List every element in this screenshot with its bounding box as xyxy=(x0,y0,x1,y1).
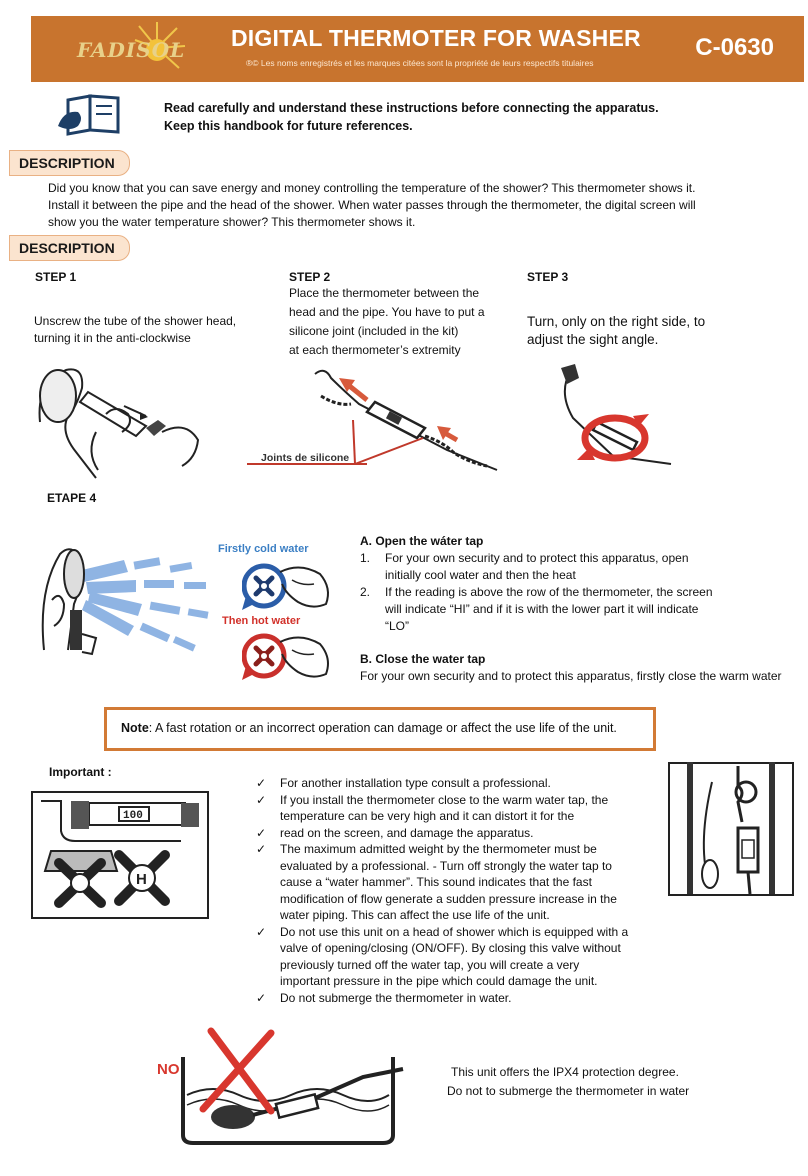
description-heading: DESCRIPTION xyxy=(9,150,130,176)
step-2-illustration xyxy=(247,366,505,478)
note-box xyxy=(104,707,656,751)
open-item-2-line-1: If the reading is above the row of the thermometer, the screen xyxy=(385,585,713,599)
cold-water-label: Firstly cold water xyxy=(218,543,309,555)
note-text xyxy=(121,721,617,735)
important-line-11 xyxy=(256,940,656,957)
cold-tap-illustration xyxy=(242,560,334,612)
important-line-4 xyxy=(256,825,656,842)
important-text-12: previously turned off the water tap, you will create a very xyxy=(280,957,580,972)
footer-line-1: This unit offers the IPX4 protection degree. xyxy=(451,1065,679,1079)
important-text-11: valve of opening/closing (ON/OFF). By closing this valve without xyxy=(280,941,621,955)
check-icon: ✓ xyxy=(256,990,267,1005)
important-line-10 xyxy=(256,924,656,941)
important-line-12 xyxy=(256,957,656,974)
step-3-text xyxy=(527,313,705,349)
important-line-9 xyxy=(256,907,656,924)
description-line-2: Install it between the pipe and the head of the shower. When water passes through the thermometer, the digital screen will xyxy=(48,198,696,212)
hot-tap-illustration xyxy=(242,630,334,682)
note-body: : A fast rotation or an incorrect operation can damage or affect the use life of the unit. xyxy=(148,721,617,735)
hot-water-label: Then hot water xyxy=(222,615,301,627)
important-line-7 xyxy=(256,874,656,891)
intro-text xyxy=(164,99,659,135)
description-line-3: show you the water temperature shower? This thermometer shows it. xyxy=(48,215,416,229)
step-3-illustration xyxy=(553,364,673,468)
important-line-13 xyxy=(256,973,656,990)
important-text-4: read on the screen, and damage the apparatus. xyxy=(280,825,534,840)
book-reading-icon xyxy=(54,92,128,136)
open-item-1 xyxy=(360,550,806,584)
tap-thermometer-illustration xyxy=(31,791,209,919)
important-line-3 xyxy=(256,808,656,825)
important-line-6 xyxy=(256,858,656,875)
important-text-9: water piping. This can affect the use life of the unit. xyxy=(280,908,550,922)
check-icon: ✓ xyxy=(256,924,267,939)
note-label: Note xyxy=(121,721,149,735)
no-submerge-illustration xyxy=(143,1025,411,1146)
step-1-line-1: Unscrew the tube of the shower head, xyxy=(34,314,237,328)
important-text-7: cause a “water hammer”. This sound indicates that the fast xyxy=(280,875,592,889)
step-1-line-2: turning it in the anti-clockwise xyxy=(34,331,191,345)
important-line-1 xyxy=(256,775,656,792)
important-text-8: modification of flow generate a sudden pressure increase in the xyxy=(280,891,617,906)
important-text-14: Do not submerge the thermometer in water. xyxy=(280,990,512,1005)
important-title: Important : xyxy=(49,765,112,779)
open-item-1-num: 1. xyxy=(360,551,371,565)
no-label: NO xyxy=(157,1061,180,1078)
open-item-2 xyxy=(360,584,806,635)
step-1-text xyxy=(34,313,236,347)
open-item-1-line-2: initially cool water and then the heat xyxy=(385,568,576,582)
important-line-2 xyxy=(256,792,656,809)
open-item-2-line-2: will indicate “HI” and if it is with the lower part it will indicate xyxy=(385,602,699,616)
silicone-joint-label: Joints de silicone xyxy=(261,452,350,464)
check-icon: ✓ xyxy=(256,776,267,790)
wall-mounted-thermometer-illustration xyxy=(668,762,794,896)
intro-line-1: Read carefully and understand these instructions before connecting the apparatus. xyxy=(164,101,659,115)
step-2-line-4: at each thermometer’s extremity xyxy=(289,343,461,357)
important-line-14 xyxy=(256,990,656,1007)
step-2-line-1: Place the thermometer between the xyxy=(289,286,480,300)
important-text-5: The maximum admitted weight by the thermometer must be xyxy=(280,842,597,856)
fadisol-logo xyxy=(39,18,209,80)
description-heading-2: DESCRIPTION xyxy=(9,235,130,261)
important-text-3: temperature can be very high and it can distort it for the xyxy=(280,809,575,823)
page-title: DIGITAL THERMOTER FOR WASHER xyxy=(231,25,641,51)
close-tap-heading: B. Close the water tap xyxy=(360,652,486,666)
step-2-line-3: silicone joint (included in the kit) xyxy=(289,324,459,338)
step-1-title: STEP 1 xyxy=(35,270,77,284)
svg-text:H: H xyxy=(136,871,147,888)
important-text-6: evaluated by a professional. - Turn off strongly the water tap to xyxy=(280,858,612,873)
open-item-2-line-3: “LO” xyxy=(385,619,409,633)
step-2-line-2: head and the pipe. You have to put a xyxy=(289,305,485,319)
svg-text:100: 100 xyxy=(123,810,143,822)
step-3-line-1: Turn, only on the right side, to xyxy=(527,314,706,329)
open-tap-heading: A. Open the wáter tap xyxy=(360,534,484,548)
footer-line-2: Do not to submerge the thermometer in water xyxy=(447,1084,690,1098)
important-text-1: For another installation type consult a professional. xyxy=(280,776,551,790)
etape-4-title: ETAPE 4 xyxy=(47,491,97,505)
shower-spray-illustration xyxy=(24,530,212,680)
important-text-2: If you install the thermometer close to the warm water tap, the xyxy=(280,792,609,807)
open-item-2-num: 2. xyxy=(360,585,371,599)
open-item-1-line-1: For your own security and to protect this apparatus, open xyxy=(385,551,689,565)
important-checklist xyxy=(256,775,656,1006)
step-2-title: STEP 2 xyxy=(289,270,331,284)
important-line-8 xyxy=(256,891,656,908)
step-3-line-2: adjust the sight angle. xyxy=(527,332,659,347)
description-line-1: Did you know that you can save energy and money controlling the temperature of the shower? This thermometer shows it. xyxy=(48,181,696,195)
footer-text xyxy=(447,1063,690,1101)
trademark-notice: ®© Les noms enregistrés et les marques citées sont la propriété de leurs respectifs titulaires xyxy=(246,58,594,68)
step-3-title: STEP 3 xyxy=(527,270,569,284)
header-banner xyxy=(31,16,804,82)
intro-line-2: Keep this handbook for future references. xyxy=(164,119,413,133)
logo-text: FADISOL xyxy=(77,38,186,62)
close-tap-text: For your own security and to protect this apparatus, firstly close the warm water xyxy=(360,669,782,683)
product-code: C-0630 xyxy=(695,34,774,61)
important-line-5 xyxy=(256,841,656,858)
check-icon: ✓ xyxy=(256,792,267,807)
check-icon: ✓ xyxy=(256,842,267,856)
important-text-13: important pressure in the pipe which could damage the unit. xyxy=(280,974,598,988)
check-icon: ✓ xyxy=(256,825,267,840)
important-text-10: Do not use this unit on a head of shower which is equipped with a xyxy=(280,924,629,939)
step-2-text xyxy=(289,284,485,360)
step-1-illustration xyxy=(36,362,206,480)
description-text xyxy=(48,180,696,231)
etape-4-instructions xyxy=(360,533,806,685)
